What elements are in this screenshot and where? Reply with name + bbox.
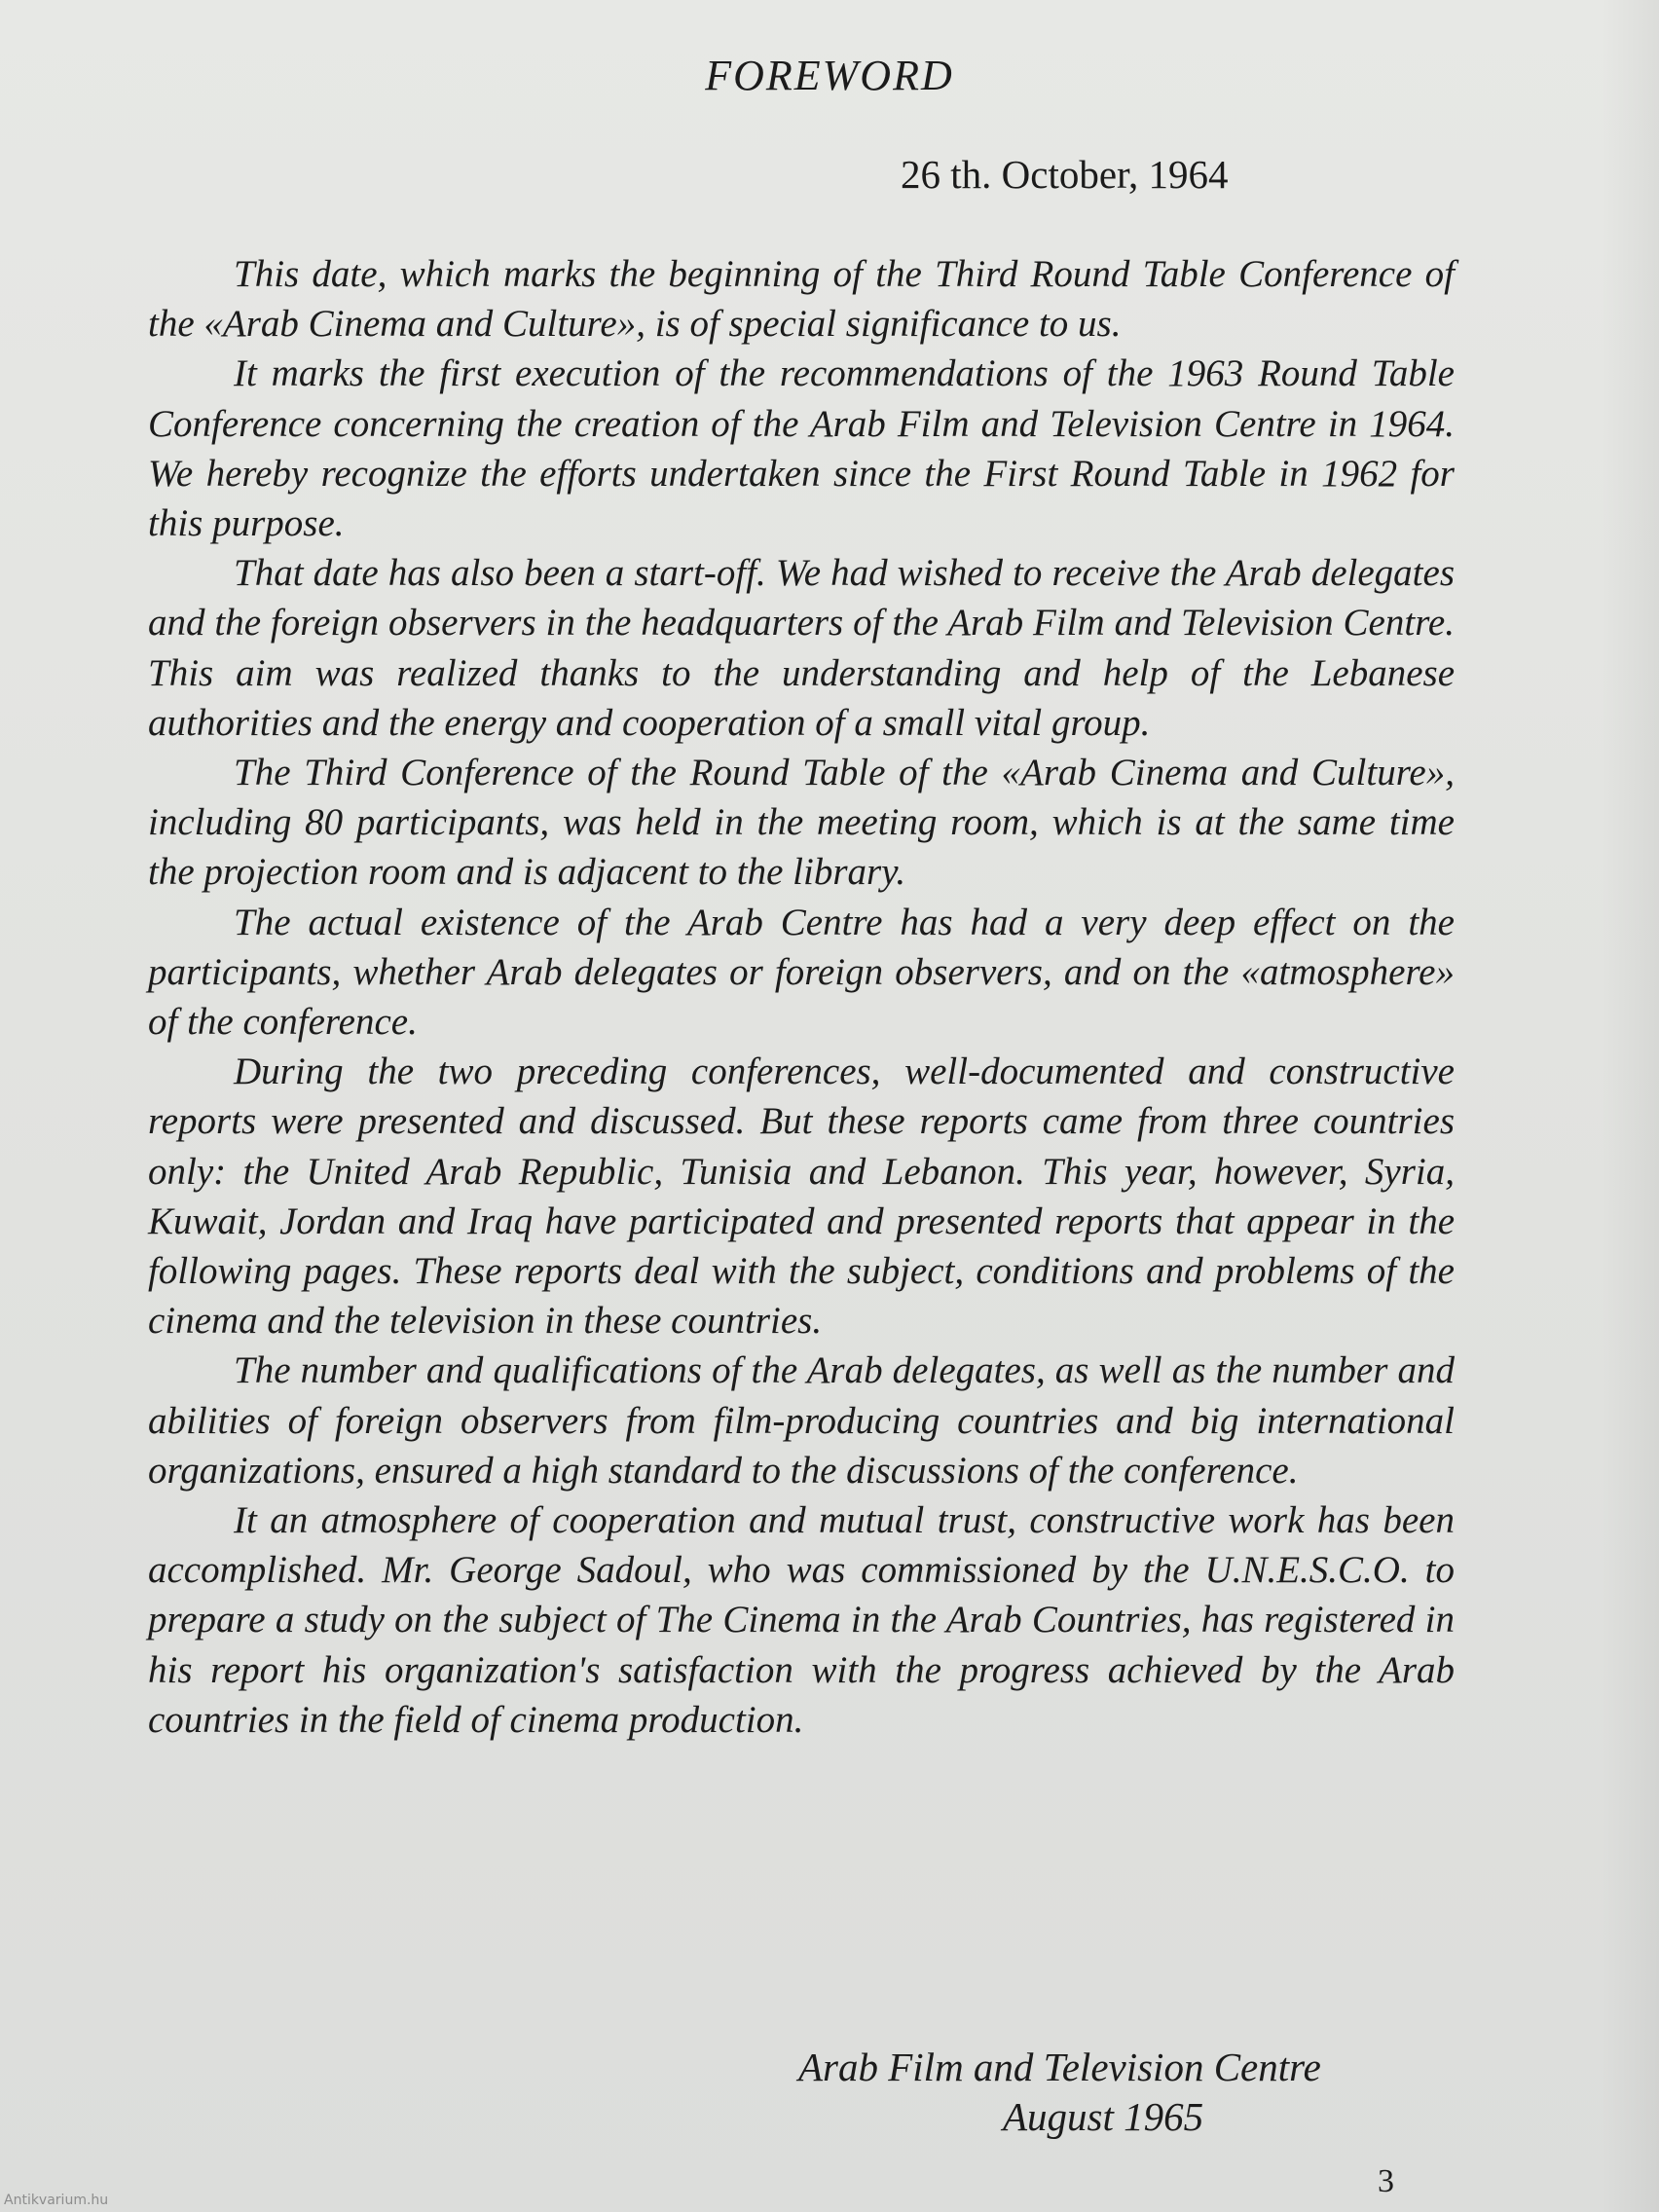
- signature-organization: Arab Film and Television Centre: [798, 2045, 1321, 2089]
- foreword-body: [148, 249, 1455, 1745]
- signature-date: August 1965: [1003, 2094, 1204, 2139]
- foreword-date: 26 th. October, 1964: [901, 152, 1229, 197]
- page-number: 3: [1378, 2163, 1394, 2199]
- paragraph: During the two preceding conferences, well-documented and constructive reports were presented and discussed. But these reports came from three countries only: the United Arab Republic, Tunisia and Lebanon. This year, however, Syria, Kuwait, Jordan and Iraq have participated and presented reports that appear in the following pages. These reports deal with the subject, conditions and problems of the cinema and the television in these countries.: [148, 1051, 1455, 1343]
- signature-block: [798, 2043, 1382, 2142]
- paragraph: It marks the first execution of the recommendations of the 1963 Round Table Conference concerning the creation of the Arab Film and Television Centre in 1964. We hereby recognize the efforts undertaken since the First Round Table in 1962 for this purpose.: [148, 352, 1455, 545]
- paragraph: It an atmosphere of cooperation and mutual trust, constructive work has been accomplished. Mr. George Sadoul, who was commissioned by the U.N.E.S.C.O. to prepare a study on the subject of The Cinema in the Arab Countries, has registered in his report his organization's satisfaction with the progress achieved by the Arab countries in the field of cinema production.: [148, 1499, 1455, 1741]
- paragraph: The number and qualifications of the Arab delegates, as well as the number and abilities of foreign observers from film-producing countries and big international organizations, ensured a high standard to the discussions of the conference.: [148, 1349, 1455, 1492]
- page-edge-shadow: [1601, 0, 1659, 2212]
- page-title: FOREWORD: [705, 52, 954, 99]
- paragraph: This date, which marks the beginning of the Third Round Table Conference of the «Arab Cinema and Culture», is of special significance to us.: [148, 253, 1455, 346]
- watermark: Antikvarium.hu: [4, 2193, 109, 2208]
- paragraph: The Third Conference of the Round Table of the «Arab Cinema and Culture», including 80 participants, was held in the meeting room, which is at the same time the projection room and is adjacent to the library.: [148, 752, 1455, 894]
- paragraph: The actual existence of the Arab Centre has had a very deep effect on the participants, whether Arab delegates or foreign observers, and on the «atmosphere» of the conference.: [148, 901, 1455, 1044]
- paragraph: That date has also been a start-off. We had wished to receive the Arab delegates and the foreign observers in the headquarters of the Arab Film and Television Centre. This aim was realized thanks to the understanding and help of the Lebanese authorities and the energy and cooperation of a small vital group.: [148, 552, 1455, 744]
